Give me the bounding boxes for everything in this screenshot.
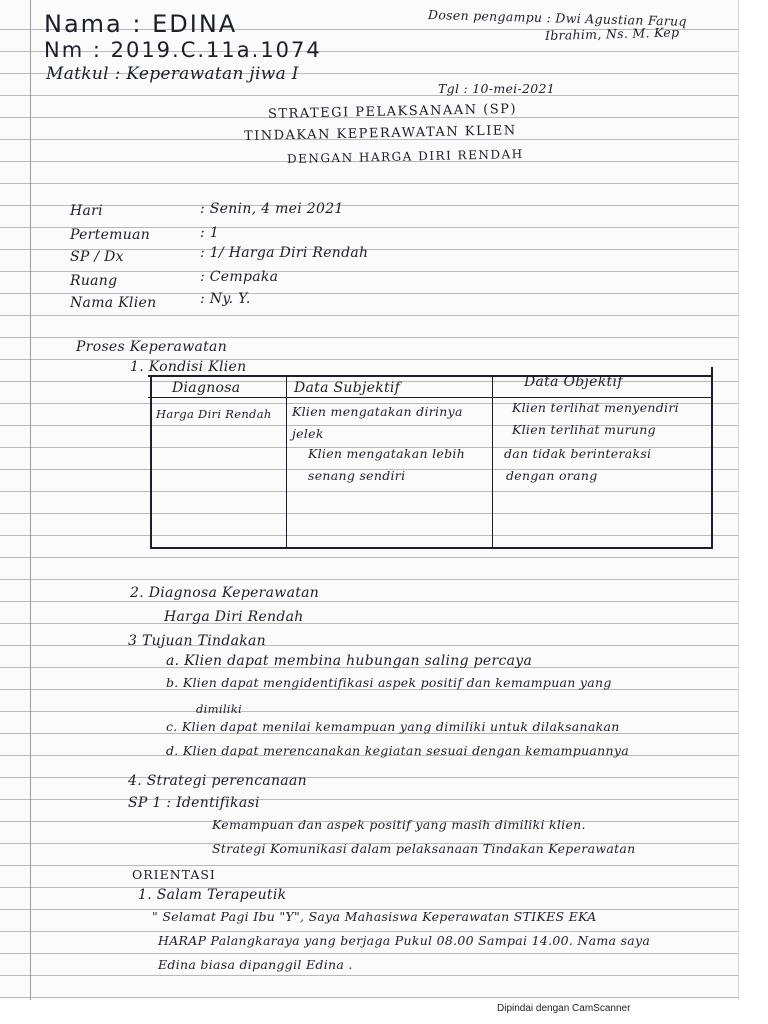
scanner-watermark: Dipindai dengan CamScanner: [497, 1003, 631, 1014]
info-label-pertemuan: Pertemuan: [70, 227, 151, 243]
info-value-hari: : Senin, 4 mei 2021: [200, 201, 344, 217]
kondisi-klien-heading: 1. Kondisi Klien: [130, 359, 247, 375]
course-name: Matkul : Keperawatan jiwa I: [46, 64, 299, 84]
table-cell-objektif-1: Klien terlihat menyendiri: [512, 400, 679, 415]
table-header-subjektif: Data Subjektif: [294, 380, 401, 396]
info-value-sp: : 1/ Harga Diri Rendah: [200, 245, 369, 261]
info-label-hari: Hari: [70, 203, 103, 219]
table-cell-objektif-2: Klien terlihat murung: [512, 422, 656, 437]
info-label-klien: Nama Klien: [70, 295, 157, 311]
table-header-objektif: Data Objektif: [524, 374, 623, 390]
tujuan-item-b: b. Klien dapat mengidentifikasi aspek positif dan kemampuan yang: [166, 675, 612, 690]
table-cell-objektif-3: dan tidak berinteraksi: [504, 446, 652, 461]
dialogue-line-2: HARAP Palangkaraya yang berjaga Pukul 08.00 Sampai 14.00. Nama saya: [158, 933, 651, 948]
tujuan-tindakan-heading: 3 Tujuan Tindakan: [128, 633, 266, 649]
tujuan-item-d: d. Klien dapat merencanakan kegiatan sesuai dengan kemampuannya: [166, 743, 629, 758]
condition-table: [148, 367, 713, 557]
margin-line: [30, 0, 31, 1000]
lecturer-line-2: Ibrahim, Ns. M. Kep: [544, 24, 680, 43]
sp1-label: SP 1 : Identifikasi: [128, 795, 260, 811]
student-name: Nama : EDINA: [44, 10, 238, 38]
lecturer-line-1: Dosen pengampu : Dwi Agustian Faruq: [427, 7, 687, 29]
table-divider-2: [492, 375, 493, 549]
table-cell-subjektif-3: Klien mengatakan lebih: [308, 446, 466, 461]
sp1-line-2: Strategi Komunikasi dalam pelaksanaan Tindakan Keperawatan: [212, 841, 636, 856]
table-cell-diagnosa: Harga Diri Rendah: [156, 407, 272, 421]
title-line-2: TINDAKAN KEPERAWATAN KLIEN: [243, 123, 517, 144]
salam-terapeutik: 1. Salam Terapeutik: [138, 887, 287, 903]
table-right-rule: [711, 367, 713, 549]
tujuan-item-a: a. Klien dapat membina hubungan saling percaya: [166, 653, 533, 669]
info-label-ruang: Ruang: [70, 273, 118, 289]
title-line-3: DENGAN HARGA DIRI RENDAH: [286, 147, 524, 166]
sp1-line-1: Kemampuan dan aspek positif yang masih dimiliki klien.: [212, 817, 586, 832]
table-cell-objektif-4: dengan orang: [506, 468, 598, 483]
dialogue-line-3: Edina biasa dipanggil Edina .: [158, 957, 353, 972]
info-value-ruang: : Cempaka: [200, 269, 279, 285]
table-left-rule: [150, 375, 152, 549]
table-cell-subjektif-2: jelek: [292, 426, 324, 441]
title-line-1: STRATEGI PELAKSANAAN (SP): [267, 101, 518, 122]
strategi-heading: 4. Strategi perencanaan: [128, 773, 307, 789]
table-header-diagnosa: Diagnosa: [172, 380, 241, 396]
info-value-pertemuan: : 1: [200, 225, 219, 241]
table-cell-subjektif-1: Klien mengatakan dirinya: [292, 404, 463, 419]
table-header-rule: [148, 397, 713, 398]
info-value-klien: : Ny. Y.: [200, 291, 251, 307]
orientasi-heading: ORIENTASI: [132, 867, 216, 882]
info-label-sp: SP / Dx: [70, 249, 124, 265]
proses-heading: Proses Keperawatan: [76, 339, 228, 355]
diagnosa-keperawatan-heading: 2. Diagnosa Keperawatan: [130, 585, 320, 601]
tujuan-item-b-cont: dimiliki: [196, 702, 243, 716]
tujuan-item-c: c. Klien dapat menilai kemampuan yang dimiliki untuk dilaksanakan: [166, 719, 620, 734]
diagnosa-keperawatan-content: Harga Diri Rendah: [164, 609, 304, 625]
dialogue-line-1: " Selamat Pagi Ibu "Y", Saya Mahasiswa Keperawatan STIKES EKA: [152, 909, 597, 924]
table-divider-1: [286, 375, 287, 549]
student-number: Nm : 2019.C.11a.1074: [44, 38, 322, 62]
table-top-rule: [148, 375, 713, 377]
table-bottom-rule: [151, 547, 713, 549]
date: Tgl : 10-mei-2021: [438, 81, 556, 96]
table-cell-subjektif-4: senang sendiri: [308, 468, 406, 483]
